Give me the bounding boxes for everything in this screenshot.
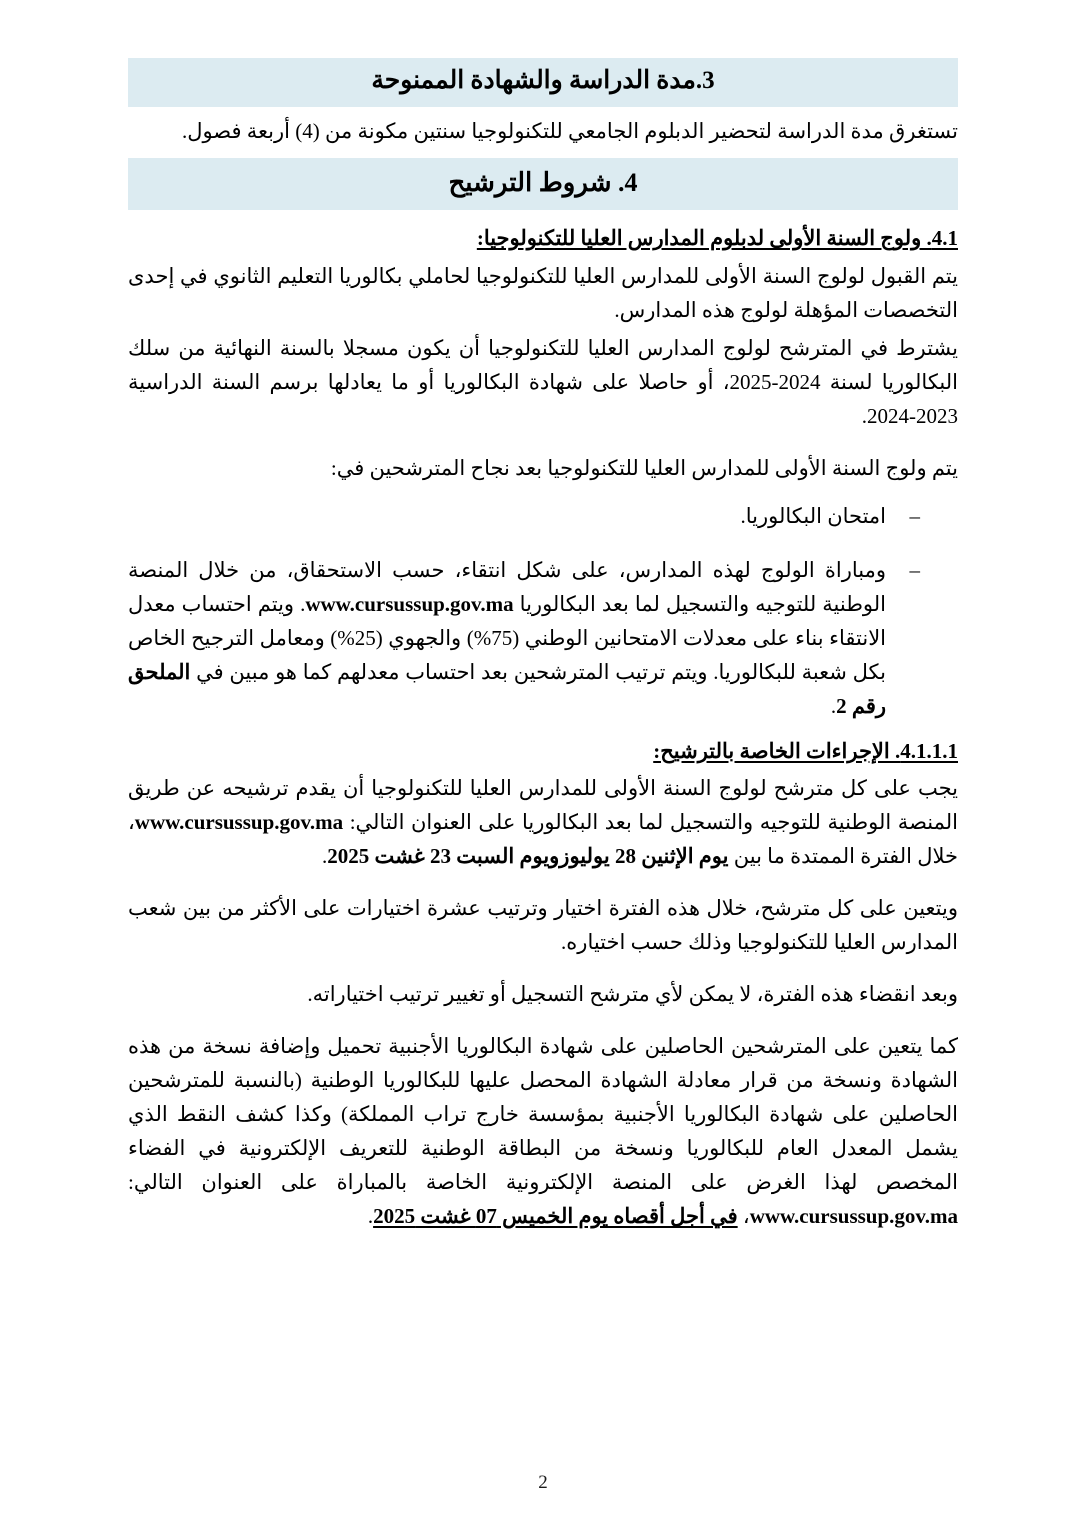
paragraph-text-part: ، bbox=[737, 1204, 750, 1229]
section-heading-3: 3.مدة الدراسة والشهادة الممنوحة bbox=[128, 58, 958, 107]
subheading-4-1-1-1: 4.1.1.1. الإجراءات الخاصة بالترشيح: bbox=[653, 738, 958, 763]
application-period-dates: يوم الإثنين 28 يوليوزويوم السبت 23 غشت 2025 bbox=[327, 844, 729, 869]
paragraph-4-1-2: يشترط في المترشح لولوج المدارس العليا للتكنولوجيا أن يكون مسجلا بالسنة النهائية من سلك البكالوريا لسنة 2024-2025، أو حاصلا على شهادة البكالوريا أو ما يعادلها برسم السنة الدراسية 2023-2024. bbox=[128, 335, 958, 428]
cursussup-url-link[interactable]: www.cursussup.gov.ma bbox=[749, 1204, 958, 1229]
list-item-text-part: . bbox=[830, 693, 837, 718]
list-item bbox=[128, 553, 920, 723]
paragraph-text-part: كما يتعين على المترشحين الحاصلين على شهادة البكالوريا الأجنبية تحميل وإضافة نسخة من هذه الشهادة ونسخة من قرار معادلة الشهادة المحصل عليها للبكالوريا الوطنية (بالنسبة للمترشحين الحاصلين على شهادة البكالوريا الأجنبية بمؤسسة خارج تراب المملكة) وكذا كشف النقط الذي يشمل المعدل العام للبكالوريا ونسخة من البطاقة الوطنية للتعريف الإلكترونية في الفضاء المخصص لهذا الغرض على المنصة الإلكترونية الخاصة بالمباراة على العنوان التالي: bbox=[128, 1034, 958, 1195]
list-item bbox=[128, 499, 920, 533]
section-heading-4: 4. شروط الترشيح bbox=[128, 158, 958, 210]
paragraph-text-part: يجب على كل مترشح لولوج السنة الأولى للمدارس العليا للتكنولوجيا أن يقدم ترشيحه عن طريق المنصة الوطنية للتوجيه والتسجيل لما بعد البكالوريا على العنوان التالي: bbox=[128, 776, 958, 835]
paragraph-text-part: . bbox=[367, 1204, 374, 1229]
admission-criteria-list bbox=[128, 499, 958, 723]
list-item-text-part: ومباراة الولوج لهذه المدارس، على شكل انتقاء، حسب الاستحقاق، من خلال المنصة الوطنية للتوجيه والتسجيل لما بعد البكالوريا bbox=[128, 557, 887, 616]
paragraph-4-1-1-1-d bbox=[128, 1029, 958, 1233]
cursussup-url-link[interactable]: www.cursussup.gov.ma bbox=[305, 591, 514, 616]
paragraph-4-1-1-1-b: ويتعين على كل مترشح، خلال هذه الفترة اختيار وترتيب عشرة اختيارات على الأكثر من بين شعب المدارس العليا للتكنولوجيا وذلك حسب اختياره. bbox=[128, 896, 958, 955]
paragraph-4-1-1: يتم القبول لولوج السنة الأولى للمدارس العليا للتكنولوجيا لحاملي بكالوريا التعليم الثانوي في إحدى التخصصات المؤهلة لولوج هذه المدارس. bbox=[128, 263, 958, 322]
cursussup-url-link[interactable]: www.cursussup.gov.ma bbox=[134, 810, 344, 835]
subheading-4-1: 4.1. ولوج السنة الأولى لدبلوم المدارس العليا للتكنولوجيا: bbox=[476, 226, 958, 251]
list-item-text: امتحان البكالوريا. bbox=[740, 503, 886, 528]
paragraph-4-1-1-1-a bbox=[128, 771, 958, 873]
paragraph-text-part: ، خلال الفترة الممتدة ما بين bbox=[128, 810, 958, 869]
submission-deadline: في أجل أقصاه يوم الخميس 07 غشت 2025 bbox=[373, 1204, 738, 1229]
document-content bbox=[128, 58, 958, 1237]
paragraph-text-part: . bbox=[321, 844, 328, 869]
annex-reference: الملحق رقم 2 bbox=[128, 659, 886, 718]
page-number: 2 bbox=[538, 1472, 548, 1493]
list-item-text-part: . ويتم احتساب معدل الانتقاء بناء على معدلات الامتحانين الوطني (75%) والجهوي (25%) ومعامل الترجيح الخاص بكل شعبة للبكالوريا. ويتم ترتيب المترشحين بعد احتساب معدلهم كما هو مبين في bbox=[128, 591, 887, 684]
section-3-paragraph: تستغرق مدة الدراسة لتحضير الدبلوم الجامعي للتكنولوجيا سنتين مكونة من (4) أربعة فصول. bbox=[181, 118, 958, 143]
paragraph-4-1-1-1-c: وبعد انقضاء هذه الفترة، لا يمكن لأي مترشح التسجيل أو تغيير ترتيب اختياراته. bbox=[307, 982, 958, 1007]
paragraph-4-1-3: يتم ولوج السنة الأولى للمدارس العليا للتكنولوجيا بعد نجاح المترشحين في: bbox=[330, 455, 958, 480]
